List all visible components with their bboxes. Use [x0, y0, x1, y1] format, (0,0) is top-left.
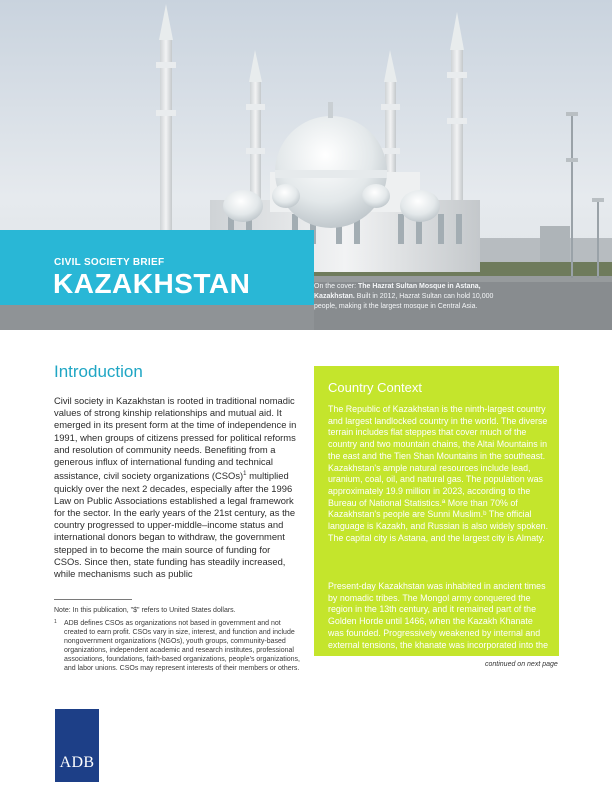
- country-context-heading: Country Context: [328, 380, 422, 395]
- cover-caption: [314, 282, 514, 312]
- adb-logo-text: ADB: [59, 754, 95, 771]
- country-context-paragraph-2: Present-day Kazakhstan was inhabited in ancient times by nomadic tribes. The Mongol army conquered the region in the 13th century, and it remained part of the Golden Horde until 1466, when the Kazakh Khanate was founded. Progressively weakened by internal and external tensions, the khanate was incorporated into the: [328, 581, 549, 650]
- introduction-text: [54, 395, 300, 580]
- caption-detail: Built in 2012, Hazrat Sultan can hold 10,000 people, making it the largest mosque in Central Asia.: [314, 293, 494, 310]
- adb-logo: [55, 709, 99, 782]
- introduction-heading: Introduction: [54, 362, 143, 381]
- footnote-1-number: 1: [54, 619, 57, 625]
- caption-subject: The Hazrat Sultan Mosque in Astana, Kazakhstan.: [314, 283, 481, 300]
- intro-text-b: multiplied quickly over the next 2 decades, especially after the 1996 Law on Public Associations established a legal framework for the sector. In the early years of the 21st century, as the country progressed to upper-middle–income status and international donors began to withdraw, the government stepped in to become the main source of funding for CSOs. Since then, state funding has steadily increased, while mechanisms such as public: [54, 470, 296, 579]
- intro-text-a: Civil society in Kazakhstan is rooted in traditional nomadic values of strong kinship relationships and mutual aid. It emerged in its present form at the time of independence in 1991, when groups of citizens pressed for political reforms and resolution of community needs. Benefiting from a generous influx of international funding and technical assistance, civil society organizations (CSOs): [54, 395, 297, 482]
- page-title: KAZAKHSTAN: [53, 268, 251, 299]
- currency-note: Note: In this publication, "$" refers to United States dollars.: [54, 607, 236, 614]
- footnote-divider: [54, 599, 132, 600]
- country-context-panel: [314, 366, 559, 656]
- country-context-paragraph-1: The Republic of Kazakhstan is the ninth-largest country and largest landlocked country in the world. The diverse terrain includes flat steppes that cover much of the country and two mountain chains, the Altai Mountains in the east and the Tien Shan Mountains in the southeast. Kazakhstan's ample natural resources include lead, uranium, coal, oil, and natural gas. The population was approximately 19.9 million in 2023, according to the Bureau of National Statistics.ª More than 70% of Kazakhstan's people are Sunni Muslim.ᵇ The official language is Kazakh, and Russian is also widely spoken. The capital city is Astana, and the largest city is Almaty.: [328, 404, 549, 543]
- continued-note: continued on next page: [485, 661, 558, 668]
- footnote-1: [54, 619, 306, 674]
- footnote-1-text: ADB defines CSOs as organizations not based in government and not created to earn profit. CSOs vary in size, interest, and function and include nongovernment organizations (NGOs), youth groups, community-based organizations, independent academic and research institutes, professional associations, foundations, faith-based organizations, people's organizations, and labor unions. CSOs may represent interests of their members or others.: [64, 620, 300, 673]
- footnote-ref-1[interactable]: 1: [243, 471, 247, 478]
- caption-prefix: On the cover:: [314, 283, 358, 290]
- brief-label: CIVIL SOCIETY BRIEF: [54, 257, 165, 268]
